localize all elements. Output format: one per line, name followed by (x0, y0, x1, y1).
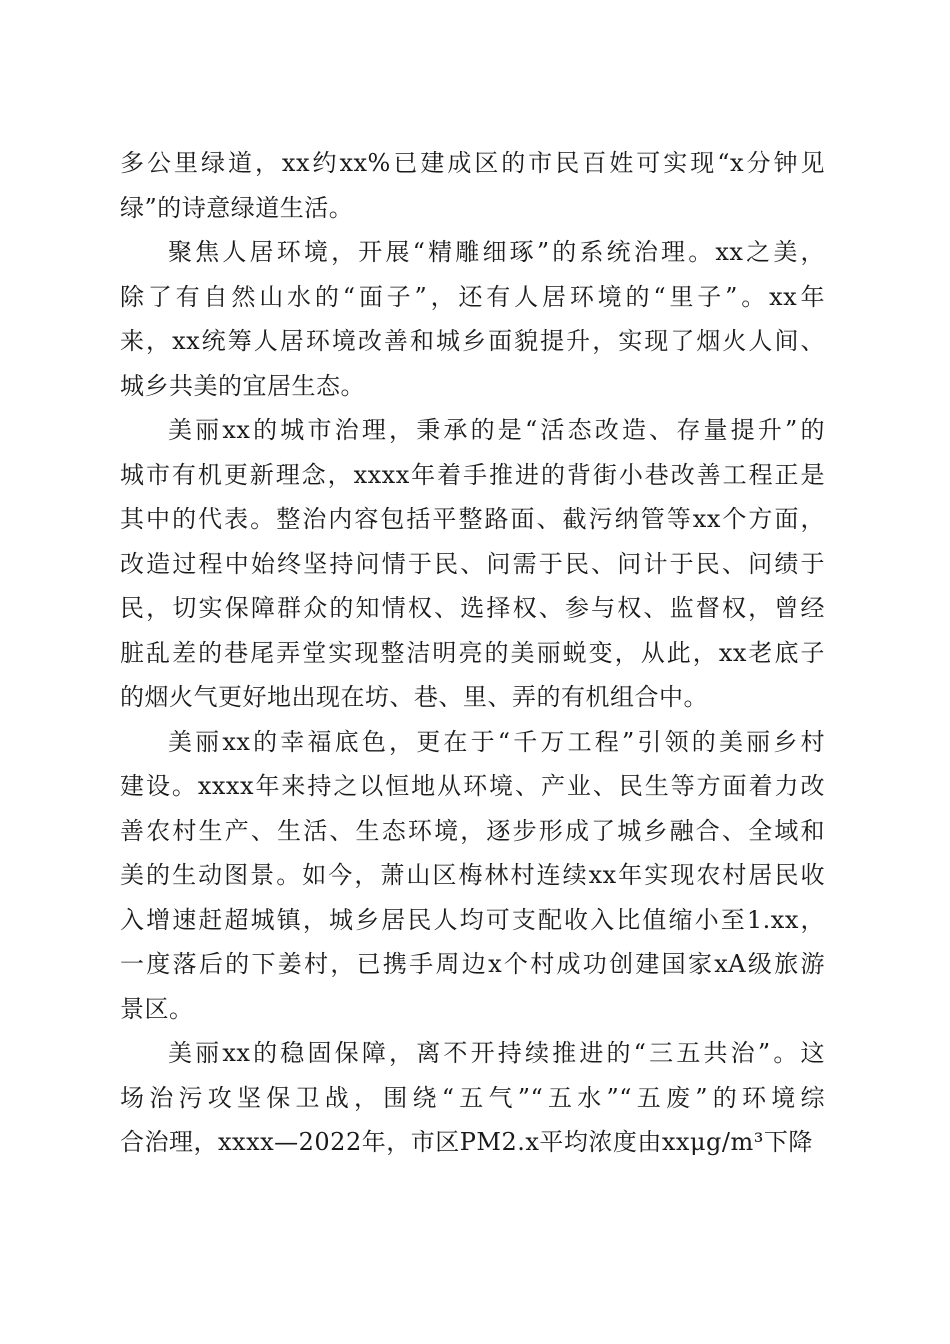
text-line: 脏乱差的巷尾弄堂实现整洁明亮的美丽蜕变，从此，xx老底子 (120, 638, 825, 667)
text-line: 一度落后的下姜村，已携手周边x个村成功创建国家xA级旅游 (120, 950, 825, 978)
text-line: 城乡共美的宜居生态。 (120, 371, 365, 400)
document-body (120, 141, 825, 1165)
text-line: 场治污攻坚保卫战，围绕“五气”“五水”“五废”的环境综 (120, 1083, 825, 1112)
text-line: 景区。 (120, 994, 194, 1023)
text-line: 美的生动图景。如今，萧山区梅林村连续xx年实现农村居民收 (120, 861, 825, 889)
text-line: 美丽xx的稳固保障，离不开持续推进的“三五共治”。这 (168, 1039, 825, 1067)
paragraph-p1 (120, 141, 825, 230)
text-line: 聚焦人居环境，开展“精雕细琢”的系统治理。xx之美， (168, 238, 825, 266)
text-line: 多公里绿道，xx约xx%已建成区的市民百姓可实现“x分钟见 (120, 149, 825, 177)
text-line: 合治理，xxxx—2022年，市区PM2.x平均浓度由xxμg/m³下降 (120, 1128, 813, 1156)
text-line: 城市有机更新理念，xxxx年着手推进的背街小巷改善工程正是 (120, 460, 825, 489)
paragraph-p5 (120, 1031, 825, 1165)
paragraph-p4 (120, 720, 825, 1032)
text-line: 改造过程中始终坚持问情于民、问需于民、问计于民、问绩于 (120, 549, 825, 578)
text-line: 美丽xx的城市治理，秉承的是“活态改造、存量提升”的 (168, 416, 825, 444)
text-line: 绿”的诗意绿道生活。 (120, 193, 354, 222)
text-line: 其中的代表。整治内容包括平整路面、截污纳管等xx个方面， (120, 505, 825, 533)
paragraph-p2 (120, 230, 825, 408)
text-line: 除了有自然山水的“面子”，还有人居环境的“里子”。xx年 (120, 282, 825, 311)
text-line: 美丽xx的幸福底色，更在于“千万工程”引领的美丽乡村 (168, 727, 825, 756)
text-line: 善农村生产、生活、生态环境，逐步形成了城乡融合、全域和 (120, 816, 825, 845)
text-line: 民，切实保障群众的知情权、选择权、参与权、监督权，曾经 (120, 594, 825, 622)
paragraph-p3 (120, 408, 825, 720)
text-line: 来，xx统筹人居环境改善和城乡面貌提升，实现了烟火人间、 (120, 327, 825, 355)
text-line: 建设。xxxx年来持之以恒地从环境、产业、民生等方面着力改 (120, 772, 825, 800)
text-line: 的烟火气更好地出现在坊、巷、里、弄的有机组合中。 (120, 683, 708, 711)
text-line: 入增速赶超城镇，城乡居民人均可支配收入比值缩小至1.xx， (120, 905, 825, 934)
